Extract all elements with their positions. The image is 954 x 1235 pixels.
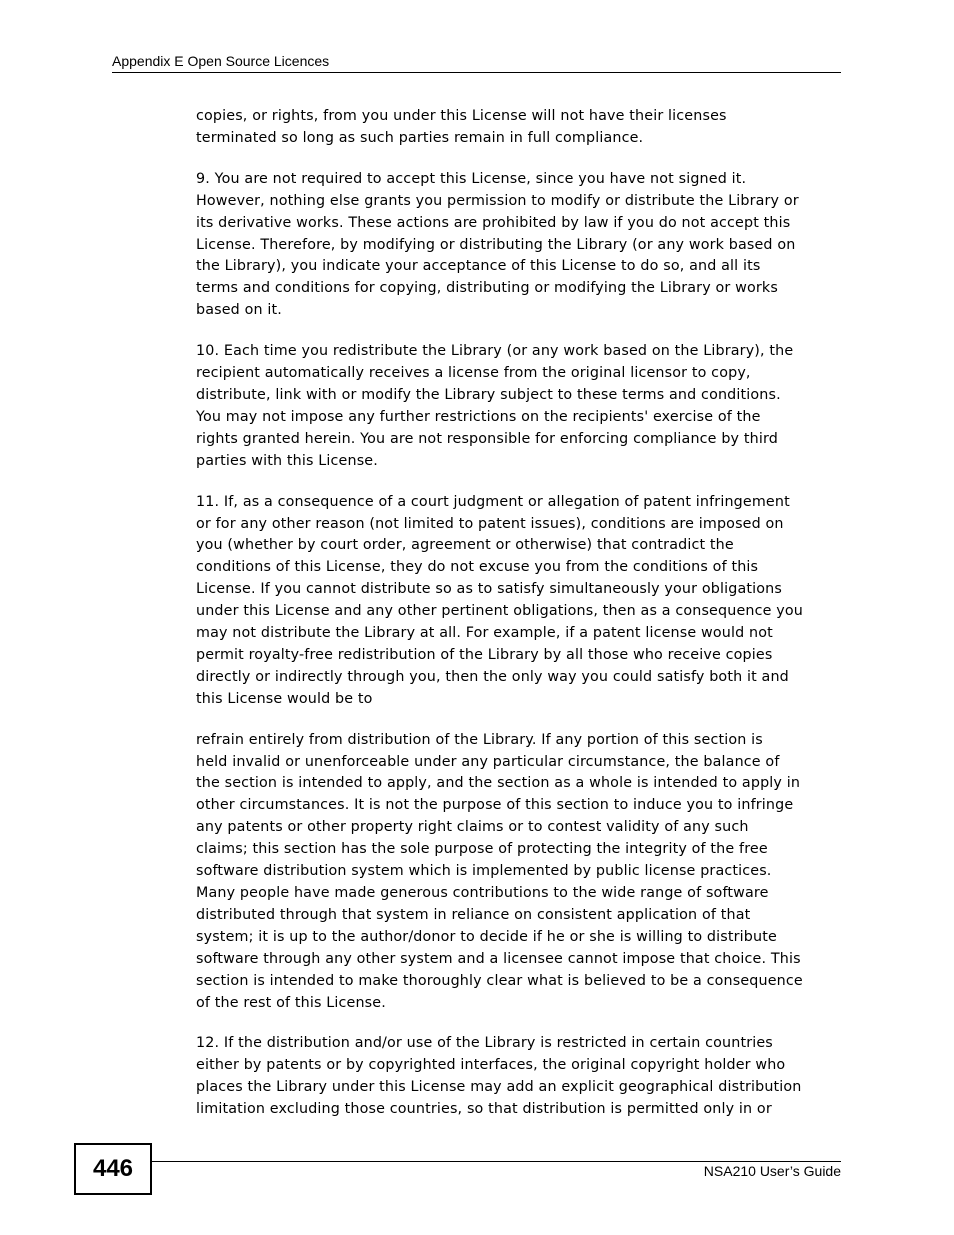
text-line: system; it is up to the author/donor to decide if he or she is willing to distribute (196, 928, 777, 945)
text-line: Many people have made generous contributions to the wide range of software (196, 885, 769, 901)
text-line: 12. If the distribution and/or use of the Library is restricted in certain countries (196, 1035, 773, 1052)
text-line: permit royalty-free redistribution of the Library by all those who receive copies (196, 646, 773, 663)
page-number: 446 (74, 1143, 152, 1195)
text-line: limitation excluding those countries, so that distribution is permitted only in or (196, 1101, 772, 1118)
paragraph (196, 106, 841, 150)
text-line: copies, or rights, from you under this License will not have their licenses (196, 108, 727, 124)
text-line: distributed through that system in reliance on consistent application of that (196, 906, 751, 923)
text-line: software distribution system which is implemented by public license practices. (196, 863, 772, 880)
text-line: recipient automatically receives a license from the original licensor to copy, (196, 365, 751, 382)
text-line: the Library), you indicate your acceptance of this License to do so, and all its (196, 258, 761, 275)
text-line: other circumstances. It is not the purpose of this section to induce you to infringe (196, 797, 794, 814)
text-line: this License would be to (196, 690, 373, 707)
text-line: parties with this License. (196, 452, 378, 469)
guide-title: NSA210 User’s Guide (703, 1163, 841, 1179)
text-line: held invalid or unenforceable under any particular circumstance, the balance of (196, 753, 780, 770)
text-line: 11. If, as a consequence of a court judgment or allegation of patent infringement (196, 493, 790, 510)
text-line: License. If you cannot distribute so as to satisfy simultaneously your obligations (196, 581, 782, 598)
text-line: places the Library under this License may add an explicit geographical distribution (196, 1079, 802, 1096)
section-title: Appendix E Open Source Licences (112, 53, 330, 69)
text-line: License. Therefore, by modifying or distributing the Library (or any work based on (196, 236, 796, 253)
text-line: terms and conditions for copying, distributing or modifying the Library or works (196, 280, 778, 297)
text-line: 10. Each time you redistribute the Library (or any work based on the Library), the (196, 343, 794, 360)
text-line: either by patents or by copyrighted interfaces, the original copyright holder who (196, 1057, 786, 1074)
text-line: under this License and any other pertinent obligations, then as a consequence you (196, 603, 803, 620)
text-line: conditions of this License, they do not excuse you from the conditions of this (196, 559, 759, 576)
text-line: based on it. (196, 302, 282, 319)
paragraph-clause-11-continued (196, 730, 841, 1015)
text-line: its derivative works. These actions are prohibited by law if you do not accept this (196, 214, 791, 231)
text-line: the section is intended to apply, and the section as a whole is intended to apply in (196, 775, 801, 792)
text-line: rights granted herein. You are not responsible for enforcing compliance by third (196, 430, 778, 447)
text-line: section is intended to make thoroughly clear what is believed to be a consequence (196, 972, 803, 989)
page-body (196, 106, 841, 1140)
text-line: directly or indirectly through you, then the only way you could satisfy both it and (196, 668, 789, 685)
paragraph-clause-10 (196, 341, 841, 472)
text-line: of the rest of this License. (196, 994, 386, 1011)
page-header (112, 52, 841, 73)
text-line: software through any other system and a licensee cannot impose that choice. This (196, 950, 801, 967)
paragraph-clause-12 (196, 1033, 841, 1121)
paragraph-clause-9 (196, 169, 841, 322)
text-line: However, nothing else grants you permission to modify or distribute the Library or (196, 192, 799, 209)
text-line: or for any other reason (not limited to patent issues), conditions are imposed on (196, 515, 784, 532)
text-line: distribute, link with or modify the Library subject to these terms and conditions. (196, 386, 781, 403)
text-line: terminated so long as such parties remain in full compliance. (196, 129, 644, 146)
text-line: 9. You are not required to accept this License, since you have not signed it. (196, 170, 747, 187)
text-line: you (whether by court order, agreement or otherwise) that contradict the (196, 537, 734, 554)
text-line: claims; this section has the sole purpose of protecting the integrity of the free (196, 841, 768, 858)
text-line: any patents or other property right claims or to contest validity of any such (196, 819, 749, 836)
text-line: refrain entirely from distribution of the Library. If any portion of this section is (196, 731, 763, 748)
text-line: may not distribute the Library at all. For example, if a patent license would not (196, 625, 773, 642)
text-line: You may not impose any further restrictions on the recipients' exercise of the (196, 408, 761, 425)
paragraph-clause-11 (196, 492, 841, 711)
